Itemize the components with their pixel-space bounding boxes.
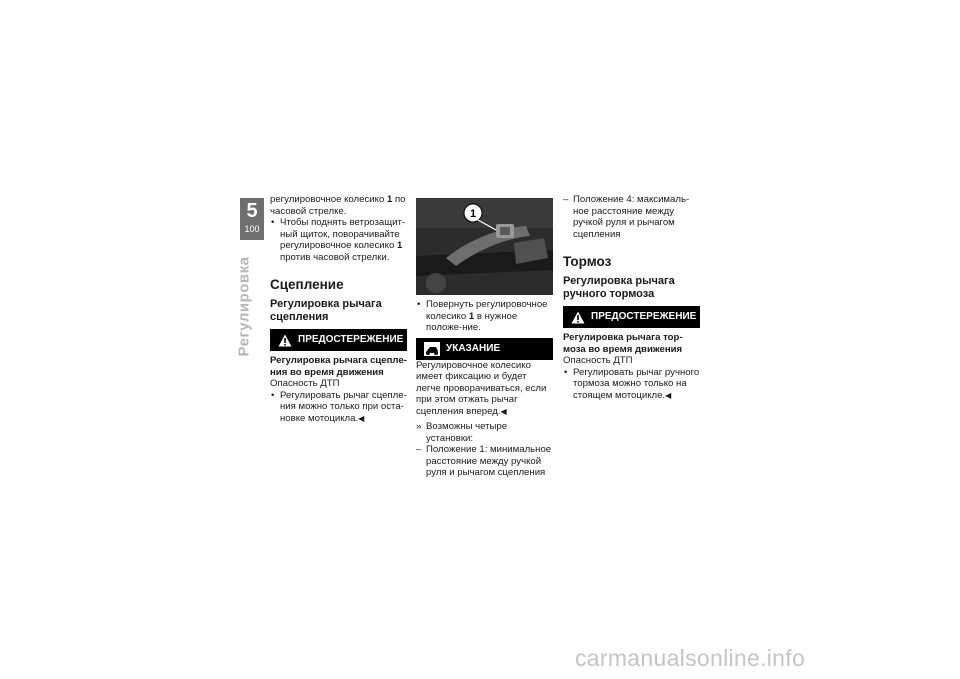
intro-paragraph: регулировочное колесико 1 по часовой стрелке. xyxy=(270,194,406,217)
dash-item: – Положение 4: максималь-ное расстояние между ручкой руля и рычагом сцепления xyxy=(563,194,700,240)
subsection-heading-clutch-lever: Регулировка рычага сцепления xyxy=(270,298,382,323)
warning-text: Опасность ДТП xyxy=(563,355,633,366)
warning-triangle-icon xyxy=(278,334,292,347)
section-heading-brake: Тормоз xyxy=(563,254,612,269)
column-1 xyxy=(270,194,407,424)
list-item: • Повернуть регулировочное колесико 1 в нужное положе-ние. xyxy=(416,299,553,334)
warning-title: Регулировка рычага сцепле-ния во время движения xyxy=(270,355,407,378)
warning-text: Опасность ДТП xyxy=(270,378,340,389)
chapter-badge xyxy=(240,198,264,240)
chapter-title: Регулировка xyxy=(235,255,253,357)
watermark: carmanualsonline.info xyxy=(575,645,806,671)
warning-banner xyxy=(563,306,700,328)
dash-item: – Положение 1: минимальное расстояние между ручкой руля и рычагом сцепления xyxy=(416,444,553,479)
end-marker-icon: ◀ xyxy=(500,406,507,416)
photo-callout-label: 1 xyxy=(469,208,477,220)
section-heading-clutch: Сцепление xyxy=(270,277,344,292)
note-label: УКАЗАНИЕ xyxy=(446,342,501,354)
warning-label: ПРЕДОСТЕРЕЖЕНИЕ xyxy=(298,334,404,346)
chapter-number: 5 xyxy=(246,200,258,222)
warning-title: Регулировка рычага тор-моза во время движения xyxy=(563,332,683,355)
warning-triangle-icon xyxy=(571,311,585,324)
list-item: • Чтобы поднять ветрозащит-ный щиток, поворачивайте регулировочное колесико 1 против часовой стрелки. xyxy=(270,217,407,263)
clutch-adjuster-photo xyxy=(416,198,553,295)
warning-label: ПРЕДОСТЕРЕЖЕНИЕ xyxy=(591,311,697,323)
end-marker-icon: ◀ xyxy=(358,413,365,423)
list-item: • Регулировать рычаг ручного тормоза можно только на стоящем мотоцикле.◀ xyxy=(563,367,700,402)
column-2 xyxy=(416,198,553,479)
subsection-heading-brake-lever: Регулировка рычага ручного тормоза xyxy=(563,275,675,300)
motorcycle-note-icon xyxy=(424,342,440,356)
note-text: Регулировочное колесико имеет фиксацию и будет легче проворачиваться, если при этом отжать рычаг сцепления вперед.◀ xyxy=(416,359,547,417)
list-item: • Регулировать рычаг сцепле-ния можно только при оста-новке мотоцикла.◀ xyxy=(270,390,407,425)
warning-banner xyxy=(270,329,407,351)
chapter-side-title xyxy=(216,256,272,356)
end-marker-icon: ◀ xyxy=(665,390,672,400)
column-3 xyxy=(563,194,700,401)
page-number: 100 xyxy=(244,224,260,234)
note-banner xyxy=(416,338,553,360)
result-item: » Возможны четыре установки: xyxy=(416,421,553,444)
